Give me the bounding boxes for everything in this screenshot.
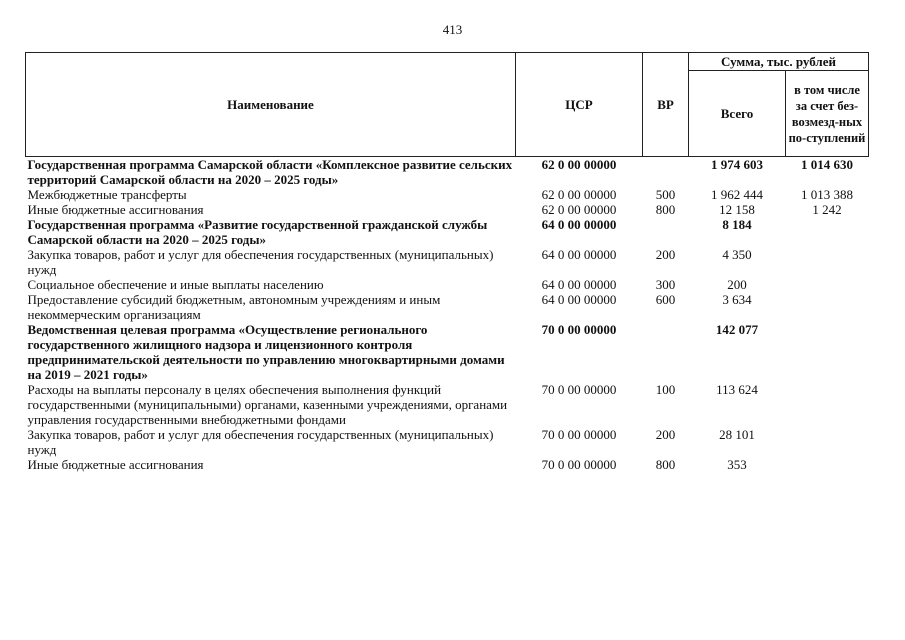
row-csr: 64 0 00 00000 [541, 292, 617, 307]
row-csr: 70 0 00 00000 [541, 322, 617, 337]
row-name: Расходы на выплаты персоналу в целях обеспечения выполнения функций государственными (муниципальными) органами, казенными учреждениями, органами управления государственными внебюджетными фондами [27, 382, 508, 427]
row-name: Закупка товаров, работ и услуг для обеспечения государственных (муниципальных) нужд [27, 427, 494, 457]
header-vr: ВР [643, 53, 689, 157]
header-total: Всего [689, 71, 786, 157]
row-name: Государственная программа «Развитие государственной гражданской службы Самарской области на 2020 – 2025 годы» [27, 217, 488, 247]
row-total: 12 158 [719, 202, 755, 217]
row-name: Государственная программа Самарской области «Комплексное развитие сельских территорий Самарской области на 2020 – 2025 годы» [27, 157, 513, 187]
row-vr: 200 [655, 427, 676, 442]
row-total: 8 184 [722, 217, 752, 232]
table-row [26, 247, 869, 277]
row-csr: 70 0 00 00000 [541, 382, 617, 397]
row-csr: 62 0 00 00000 [541, 187, 617, 202]
row-total: 113 624 [716, 382, 758, 397]
row-total: 1 962 444 [711, 187, 763, 202]
row-free: 1 014 630 [801, 157, 853, 172]
row-vr: 500 [655, 187, 676, 202]
table-row [26, 217, 869, 247]
row-name: Иные бюджетные ассигнования [27, 457, 204, 472]
row-name: Ведомственная целевая программа «Осуществление регионального государственного жилищного надзора и лицензионного контроля предпринимательской деятельности по управлению многоквартирными домами на 2019 – 2021 годы» [27, 322, 505, 382]
row-vr: 800 [655, 457, 676, 472]
table-body [26, 157, 869, 473]
row-free: 1 013 388 [801, 187, 853, 202]
row-csr: 70 0 00 00000 [541, 457, 617, 472]
row-vr: 200 [655, 247, 676, 262]
row-vr: 800 [655, 202, 676, 217]
budget-table [25, 52, 869, 472]
page-number: 413 [442, 22, 463, 37]
row-name: Иные бюджетные ассигнования [27, 202, 204, 217]
row-vr: 300 [655, 277, 676, 292]
row-total: 4 350 [722, 247, 752, 262]
row-name: Закупка товаров, работ и услуг для обеспечения государственных (муниципальных) нужд [27, 247, 494, 277]
row-csr: 64 0 00 00000 [541, 277, 617, 292]
row-vr: 100 [655, 382, 676, 397]
header-name: Наименование [26, 53, 516, 157]
row-total: 200 [727, 277, 747, 292]
table-row [26, 292, 869, 322]
table-row [26, 202, 869, 217]
row-vr [643, 322, 689, 382]
header-free: в том числе за счет без-возмезд-ных по-ступлений [786, 71, 869, 157]
row-free [786, 292, 869, 322]
row-total: 1 974 603 [711, 157, 763, 172]
table-header [26, 53, 869, 157]
header-sum-group: Сумма, тыс. рублей [689, 53, 869, 71]
row-csr: 70 0 00 00000 [541, 427, 617, 442]
row-total: 142 077 [715, 322, 759, 337]
row-name: Межбюджетные трансферты [27, 187, 187, 202]
row-free [786, 457, 869, 472]
table-row [26, 427, 869, 457]
table-row [26, 382, 869, 427]
table-row [26, 187, 869, 202]
row-free: 1 242 [812, 202, 842, 217]
row-vr [643, 157, 689, 188]
row-total: 353 [727, 457, 747, 472]
row-free [786, 247, 869, 277]
header-csr: ЦСР [516, 53, 643, 157]
row-total: 28 101 [719, 427, 755, 442]
row-free [786, 382, 869, 427]
row-free [786, 427, 869, 457]
row-vr: 600 [655, 292, 676, 307]
row-name: Социальное обеспечение и иные выплаты населению [27, 277, 324, 292]
row-total: 3 634 [722, 292, 752, 307]
row-csr: 64 0 00 00000 [541, 217, 617, 232]
table-row [26, 157, 869, 188]
row-csr: 64 0 00 00000 [541, 247, 617, 262]
row-free [786, 277, 869, 292]
row-csr: 62 0 00 00000 [541, 157, 617, 172]
table-row [26, 277, 869, 292]
row-free [786, 217, 869, 247]
table-row [26, 322, 869, 382]
row-vr [643, 217, 689, 247]
row-csr: 62 0 00 00000 [541, 202, 617, 217]
table-row [26, 457, 869, 472]
row-free [786, 322, 869, 382]
row-name: Предоставление субсидий бюджетным, автономным учреждениям и иным некоммерческим организациям [27, 292, 441, 322]
